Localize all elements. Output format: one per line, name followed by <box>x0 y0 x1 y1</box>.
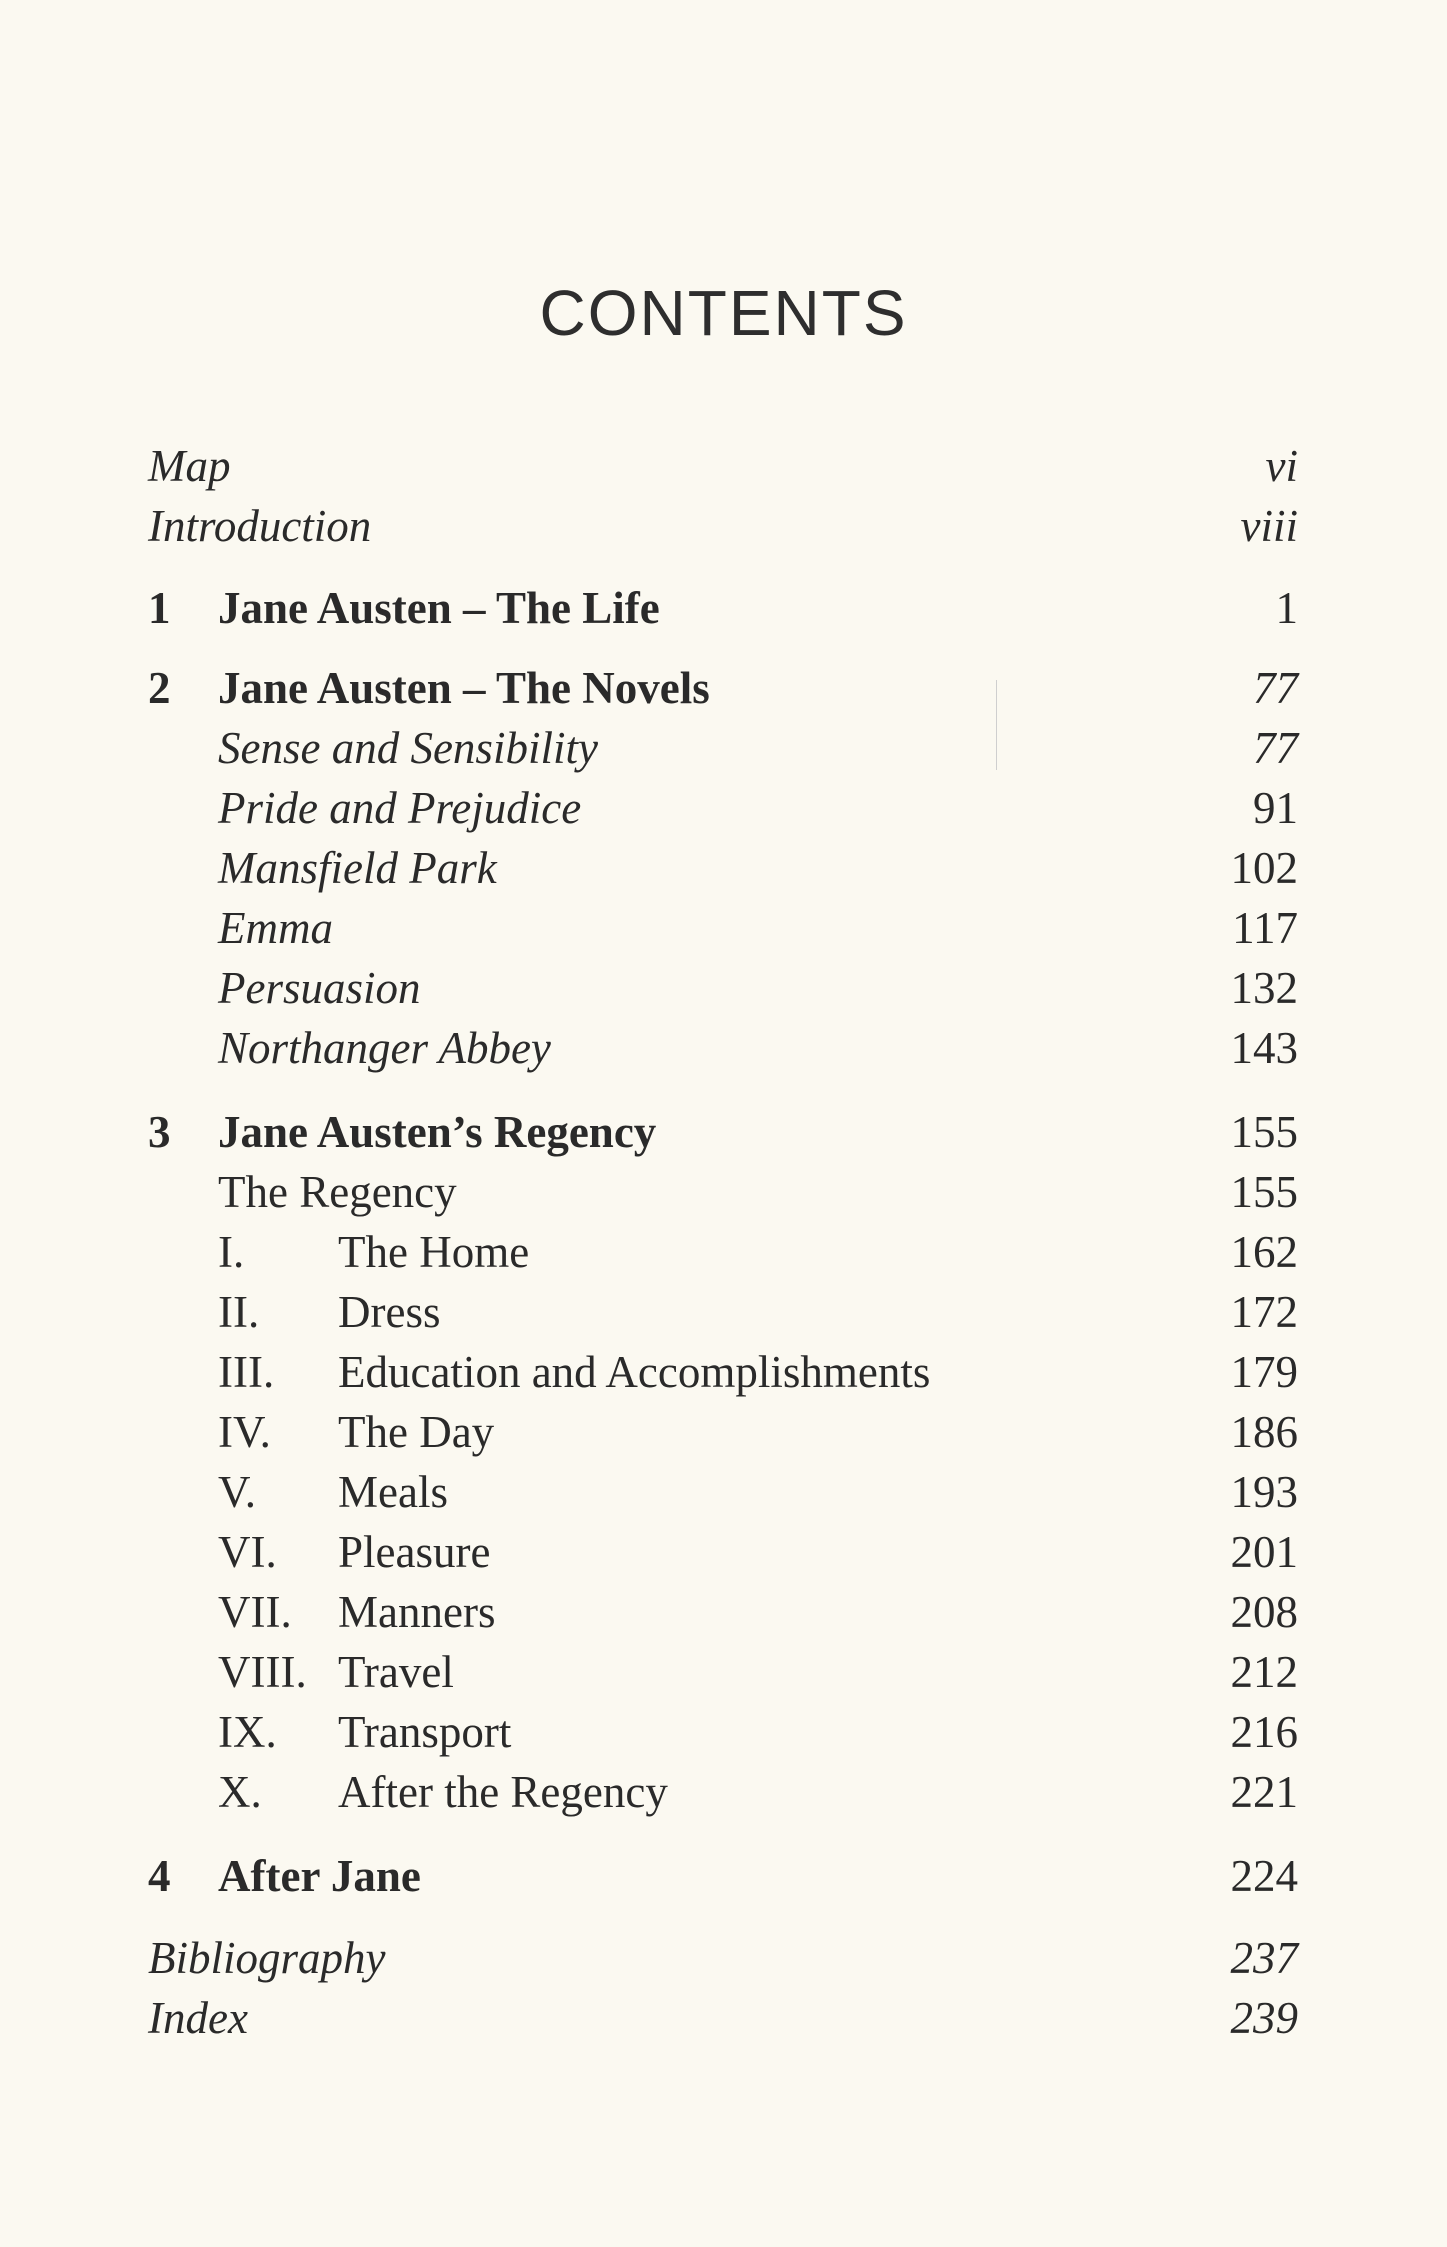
entry-page: 132 <box>1230 963 1298 1013</box>
toc-entry-novel[interactable] <box>148 780 1298 836</box>
entry-label: The Regency <box>218 1167 457 1217</box>
chapter-number: 4 <box>148 1851 171 1901</box>
entry-page: 102 <box>1230 843 1298 893</box>
entry-label: The Home <box>338 1227 530 1277</box>
page-title: CONTENTS <box>539 277 908 349</box>
toc-entry-novel[interactable] <box>148 840 1298 896</box>
entry-page: 162 <box>1230 1227 1298 1277</box>
chapter-title: After Jane <box>218 1851 421 1901</box>
toc-entry-section[interactable] <box>148 1224 1298 1280</box>
chapter-number: 2 <box>148 663 171 713</box>
entry-page: 239 <box>1230 1993 1298 2043</box>
entry-page: 1 <box>1275 583 1298 633</box>
entry-page: 77 <box>1253 663 1298 713</box>
entry-page: viii <box>1240 501 1298 551</box>
toc-entry-section[interactable] <box>148 1344 1298 1400</box>
section-numeral: VIII. <box>218 1647 307 1697</box>
toc-chapter-2[interactable] <box>148 660 1298 716</box>
toc-entry-introduction[interactable] <box>148 498 1298 554</box>
toc-entry-section[interactable] <box>148 1164 1298 1220</box>
entry-page: 221 <box>1230 1767 1298 1817</box>
entry-label: Sense and Sensibility <box>218 723 598 773</box>
entry-label: Mansfield Park <box>218 843 497 893</box>
entry-label: Bibliography <box>148 1933 386 1983</box>
entry-label: Meals <box>338 1467 448 1517</box>
entry-label: Transport <box>338 1707 512 1757</box>
entry-page: 212 <box>1230 1647 1298 1697</box>
entry-page: 143 <box>1230 1023 1298 1073</box>
entry-label: Introduction <box>148 501 372 551</box>
toc-entry-novel[interactable] <box>148 960 1298 1016</box>
entry-page: 172 <box>1230 1287 1298 1337</box>
toc-entry-section[interactable] <box>148 1764 1298 1820</box>
toc-entry-index[interactable] <box>148 1990 1298 2046</box>
chapter-title: Jane Austen – The Life <box>218 583 660 633</box>
entry-page: vi <box>1265 441 1298 491</box>
toc-entry-bibliography[interactable] <box>148 1930 1298 1986</box>
entry-page: 91 <box>1253 783 1298 833</box>
entry-page: 155 <box>1230 1167 1298 1217</box>
entry-page: 237 <box>1230 1933 1298 1983</box>
toc-entry-section[interactable] <box>148 1284 1298 1340</box>
toc-entry-section[interactable] <box>148 1404 1298 1460</box>
entry-page: 193 <box>1230 1467 1298 1517</box>
section-numeral: II. <box>218 1287 260 1337</box>
section-numeral: V. <box>218 1467 256 1517</box>
chapter-title: Jane Austen’s Regency <box>218 1107 657 1157</box>
entry-label: Dress <box>338 1287 441 1337</box>
toc-entry-section[interactable] <box>148 1524 1298 1580</box>
toc-entry-novel[interactable] <box>148 1020 1298 1076</box>
toc-entry-section[interactable] <box>148 1584 1298 1640</box>
entry-label: Education and Accomplishments <box>338 1347 931 1397</box>
entry-label: Pride and Prejudice <box>218 783 582 833</box>
entry-label: Travel <box>338 1647 454 1697</box>
section-numeral: IX. <box>218 1707 277 1757</box>
section-numeral: X. <box>218 1767 262 1817</box>
section-numeral: III. <box>218 1347 275 1397</box>
entry-page: 179 <box>1230 1347 1298 1397</box>
entry-label: After the Regency <box>338 1767 668 1817</box>
toc-entry-map[interactable] <box>148 438 1298 494</box>
toc-chapter-1[interactable] <box>148 580 1298 636</box>
toc-entry-novel[interactable] <box>148 900 1298 956</box>
entry-label: Manners <box>338 1587 496 1637</box>
section-numeral: VII. <box>218 1587 292 1637</box>
entry-page: 186 <box>1230 1407 1298 1457</box>
entry-label: Northanger Abbey <box>218 1023 551 1073</box>
toc-chapter-4[interactable] <box>148 1848 1298 1904</box>
section-numeral: IV. <box>218 1407 271 1457</box>
entry-label: Pleasure <box>338 1527 491 1577</box>
toc-entry-section[interactable] <box>148 1704 1298 1760</box>
section-numeral: I. <box>218 1227 245 1277</box>
entry-label: Emma <box>218 903 333 953</box>
toc-entry-section[interactable] <box>148 1464 1298 1520</box>
entry-page: 117 <box>1232 903 1298 953</box>
entry-page: 216 <box>1230 1707 1298 1757</box>
entry-page: 155 <box>1230 1107 1298 1157</box>
entry-page: 224 <box>1230 1851 1298 1901</box>
toc-entry-section[interactable] <box>148 1644 1298 1700</box>
entry-label: Index <box>148 1993 248 2043</box>
chapter-number: 1 <box>148 583 171 633</box>
chapter-number: 3 <box>148 1107 171 1157</box>
toc-entry-novel[interactable] <box>148 720 1298 776</box>
entry-page: 77 <box>1253 723 1298 773</box>
entry-page: 208 <box>1230 1587 1298 1637</box>
entry-page: 201 <box>1230 1527 1298 1577</box>
toc-chapter-3[interactable] <box>148 1104 1298 1160</box>
chapter-title: Jane Austen – The Novels <box>218 663 710 713</box>
section-numeral: VI. <box>218 1527 277 1577</box>
entry-label: The Day <box>338 1407 495 1457</box>
entry-label: Persuasion <box>218 963 421 1013</box>
entry-label: Map <box>148 441 231 491</box>
